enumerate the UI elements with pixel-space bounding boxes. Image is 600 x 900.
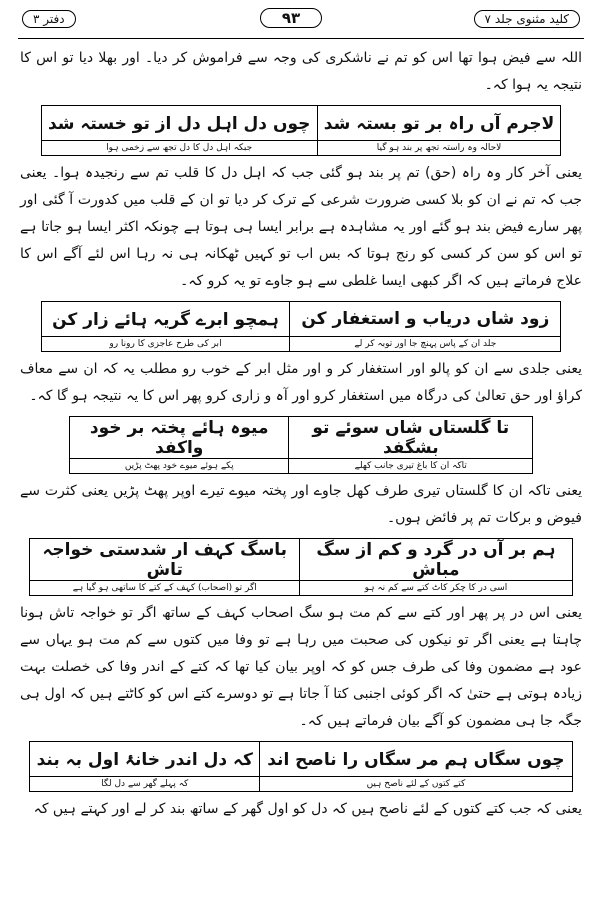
verse-left: چوں دل اہل دل از تو خستہ شد [41, 106, 317, 141]
translation-left: اگر تو (اصحاب) کہف کے کتے کا ساتھی ہو گیا ہے [30, 581, 300, 596]
volume-label: دفتر ۳ [22, 10, 76, 28]
verse-right: چوں سگاں ہم مر سگاں را ناصح اند [260, 742, 573, 777]
paragraph: یعنی تاکہ ان کا گلستاں تیری طرف کھل جاوے اور پختہ میوے تیرے اوپر پھٹ پڑیں یعنی کثرت سے فیوض و برکات تم پر فائض ہوں۔ [20, 483, 582, 526]
verse-table [69, 416, 533, 474]
translation-left: جبکہ اہل دل کا دل تجھ سے زخمی ہوا [41, 141, 317, 156]
verse-left: میوہ ہائے پختہ بر خود واکفد [69, 417, 289, 459]
paragraph: یعنی جلدی سے ان کو پالو اور استغفار کر و اور مثل ابر کے خوب رو مطلب یہ کہ ان سے معاف کراؤ اور حق تعالیٰ کی درگاہ میں استغفار کرو اور آہ و زاری کرو پھر اس کا یہ نتیجہ ہو گا کہ۔ [20, 361, 582, 404]
page-number: ۹۳ [260, 8, 322, 28]
paragraph: اللہ سے فیض ہوا تھا اس کو تم نے ناشکری کی وجہ سے فراموش کر دیا۔ اور بھلا دیا تو اس کا نتیجہ یہ ہوا کہ۔ [20, 50, 582, 93]
paragraph: یعنی کہ جب کتے کتوں کے لئے ناصح ہیں کہ دل کو اول گھر کے ساتھ بند کر لے اور کہتے ہیں کہ [33, 801, 582, 817]
book-page [18, 8, 584, 892]
translation-right: جلد ان کے پاس پہنچ جا اور توبہ کر لے [290, 337, 561, 352]
verse-left: ہمچو ابرے گریہ ہائے زار کن [41, 302, 290, 337]
verse-table [41, 105, 562, 156]
translation-right: تاکہ ان کا باغ تیری جانب کھلے [289, 459, 533, 474]
translation-right: لاحالہ وہ راستہ تجھ پر بند ہو گیا [317, 141, 561, 156]
verse-left: کہ دل اندر خانۂ اول بہ بند [30, 742, 260, 777]
translation-right: اسی در کا چکر کاٹ کتے سے کم نہ ہو [300, 581, 572, 596]
verse-right: ہم بر آں در گرد و کم از سگ مباش [300, 539, 572, 581]
verse-left: باسگ کہف ار شدستی خواجہ تاش [30, 539, 300, 581]
verse-table [29, 741, 572, 792]
paragraph: یعنی آخر کار وہ راہ (حق) تم پر بند ہو گئی جب کہ اہل دل کا قلب تم سے رنجیدہ ہوا۔ یعنی جب کہ تم نے ان کو بلا کسی ضرورت شرعی کے ترک کر دیا تو ان کے قلب میں کدورت آ گئی اور پھر سارے فیض بند ہو گئے اور یہ مشاہدہ ہے برابر ایسا ہی ہوتا ہے چونکہ اکثر ایسا ہو جاتا ہے تو اس کو سن کر کسی کو رنج ہوتا کہ بس اب تو کہیں ٹھکانہ ہی نہ رہا اس لئے آگے اس کا علاج فرماتے ہیں کہ اگر کبھی ایسا غلطی سے ہو جاوے تو یہ کرو کہ۔ [20, 165, 582, 289]
verse-table [29, 538, 572, 596]
book-title-label: کلید مثنوی جلد ۷ [474, 10, 580, 28]
verse-right: لاجرم آں راہ بر تو بستہ شد [317, 106, 561, 141]
translation-left: کہ پہلے گھر سے دل لگا [30, 777, 260, 792]
page-header [18, 8, 584, 39]
verse-right: زود شاں دریاب و استغفار کن [290, 302, 561, 337]
paragraph: یعنی اس در پر پھر اور کتے سے کم مت ہو سگ اصحاب کہف کے ساتھ اگر تو خواجہ تاش ہونا چاہتا ہے یعنی اگر تو نیکوں کی صحبت میں رہا ہے تو وفا میں کتوں سے کم مت ہو یہاں سے عود ہے مضمون وفا کی طرف جس کو کہ اوپر بیان کیا تھا کہ کتے کے اندر وفا کی خصلت بہت زیادہ ہوتی ہے حتیٰ کہ اگر کوئی اجنبی کتا آ جاتا ہے تو دوسرے کتے اس کو کاٹتے ہیں کہ اول ہی جگہ جا ہی مضمون کو آگے بیان فرماتے ہیں کہ۔ [20, 605, 582, 729]
translation-right: کتے کتوں کے لئے ناصح ہیں [260, 777, 573, 792]
translation-left: ابر کی طرح عاجزی کا رونا رو [41, 337, 290, 352]
translation-left: پکے ہوئے میوے خود پھٹ پڑیں [69, 459, 289, 474]
verse-right: تا گلستاں شاں سوئے تو بشگفد [289, 417, 533, 459]
verse-table [41, 301, 562, 352]
